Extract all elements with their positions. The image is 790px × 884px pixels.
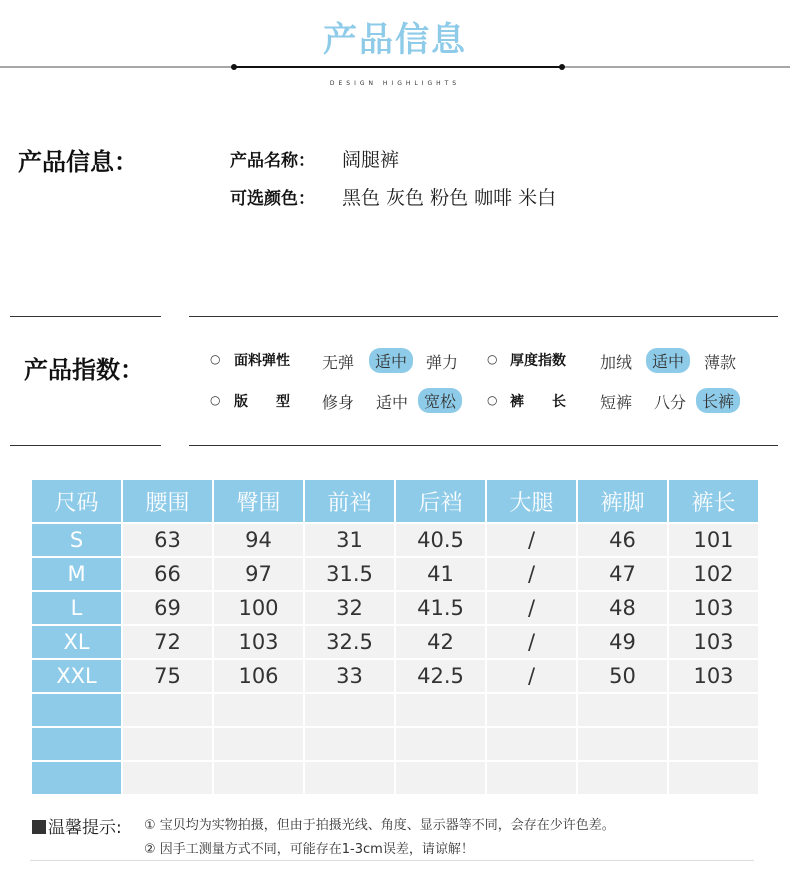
measurement-cell: /	[487, 524, 576, 556]
measurement-cell	[669, 762, 758, 794]
measurement-cell: 42.5	[396, 660, 485, 692]
accent-dot-left	[231, 64, 237, 70]
page-title: 产品信息	[323, 20, 467, 60]
measurement-cell	[214, 728, 303, 760]
measurement-cell	[578, 728, 667, 760]
index-name-length: 裤 长	[510, 394, 566, 410]
tips-label-text: 温馨提示:	[48, 818, 122, 838]
measurement-cell	[123, 728, 212, 760]
size-cell	[32, 762, 121, 794]
table-row	[32, 524, 758, 556]
measurement-cell	[578, 762, 667, 794]
product-name-label: 产品名称：	[230, 151, 315, 171]
index-section-label: 产品指数：	[24, 356, 144, 384]
measurement-cell	[214, 694, 303, 726]
measurement-cell	[305, 728, 394, 760]
measurement-cell	[487, 694, 576, 726]
measurement-cell: 63	[123, 524, 212, 556]
product-name-value: 阔腿裤	[342, 149, 400, 171]
measurement-cell: 102	[669, 558, 758, 590]
size-cell: L	[32, 592, 121, 624]
size-cell	[32, 694, 121, 726]
measurement-cell: 41	[396, 558, 485, 590]
option-loose-selected: 宽松	[418, 388, 462, 413]
header-thigh: 大腿	[487, 480, 576, 522]
size-cell	[32, 728, 121, 760]
bullet-icon: ○	[210, 393, 221, 407]
measurement-cell	[123, 762, 212, 794]
measurement-cell: 72	[123, 626, 212, 658]
header-waist: 腰围	[123, 480, 212, 522]
table-row	[32, 694, 758, 726]
index-name-fabric-elasticity: 面料弹性	[234, 353, 290, 369]
measurement-cell: 47	[578, 558, 667, 590]
measurement-cell: 75	[123, 660, 212, 692]
table-row	[32, 592, 758, 624]
table-row	[32, 728, 758, 760]
measurement-cell: 32.5	[305, 626, 394, 658]
table-row	[32, 660, 758, 692]
measurement-cell: /	[487, 558, 576, 590]
measurement-cell: /	[487, 626, 576, 658]
measurement-cell: 94	[214, 524, 303, 556]
measurement-cell	[669, 728, 758, 760]
measurement-cell: 103	[669, 626, 758, 658]
measurement-cell: 106	[214, 660, 303, 692]
bullet-icon: ○	[487, 352, 498, 366]
measurement-cell	[214, 762, 303, 794]
measurement-cell: /	[487, 592, 576, 624]
measurement-cell	[396, 762, 485, 794]
measurement-cell: 31	[305, 524, 394, 556]
index-name-thickness: 厚度指数	[510, 353, 566, 369]
option-full-length-selected: 长裤	[696, 388, 740, 413]
header-front-rise: 前裆	[305, 480, 394, 522]
option-no-stretch: 无弹	[322, 353, 355, 372]
measurement-cell: 69	[123, 592, 212, 624]
info-section-label: 产品信息：	[18, 148, 138, 176]
measurement-cell	[669, 694, 758, 726]
square-icon	[32, 820, 46, 834]
tip-line-2: ② 因手工测量方式不同，可能存在1-3cm误差，请谅解！	[144, 842, 474, 857]
measurement-cell: 46	[578, 524, 667, 556]
measurement-cell: 97	[214, 558, 303, 590]
measurement-cell: 103	[669, 592, 758, 624]
bottom-divider	[30, 860, 754, 861]
header-size: 尺码	[32, 480, 121, 522]
measurement-cell: 41.5	[396, 592, 485, 624]
measurement-cell	[396, 694, 485, 726]
option-medium-thickness-selected: 适中	[646, 348, 690, 373]
measurement-cell: 66	[123, 558, 212, 590]
measurement-cell	[305, 694, 394, 726]
tip-line-1: ① 宝贝均为实物拍摄，但由于拍摄光线、角度、显示器等不同，会存在少许色差。	[144, 818, 615, 833]
option-slim: 修身	[322, 393, 355, 412]
table-row	[32, 558, 758, 590]
measurement-cell	[487, 762, 576, 794]
tips-label	[32, 813, 122, 838]
measurement-cell: 50	[578, 660, 667, 692]
measurement-cell	[487, 728, 576, 760]
measurement-cell: 103	[214, 626, 303, 658]
measurement-cell: 100	[214, 592, 303, 624]
header-length: 裤长	[669, 480, 758, 522]
measurement-cell: 101	[669, 524, 758, 556]
bullet-icon: ○	[210, 352, 221, 366]
measurement-cell: 31.5	[305, 558, 394, 590]
header-subtitle: DESIGN HIGHLIGHTS	[329, 80, 461, 87]
option-fleece: 加绒	[600, 353, 633, 372]
option-medium-stretch-selected: 适中	[369, 348, 413, 373]
option-regular-fit: 适中	[376, 393, 409, 412]
measurement-cell: 42	[396, 626, 485, 658]
measurement-cell: 33	[305, 660, 394, 692]
divider-right-bottom	[189, 445, 778, 446]
option-stretch: 弹力	[426, 353, 459, 372]
measurement-cell: /	[487, 660, 576, 692]
size-cell: S	[32, 524, 121, 556]
size-cell: M	[32, 558, 121, 590]
option-thin: 薄款	[704, 353, 737, 372]
header-back-rise: 后裆	[396, 480, 485, 522]
index-name-fit: 版 型	[234, 394, 290, 410]
size-table	[30, 478, 760, 796]
accent-dot-right	[559, 64, 565, 70]
header-hip: 臀围	[214, 480, 303, 522]
divider-right-top	[189, 316, 778, 317]
option-shorts: 短裤	[600, 393, 633, 412]
measurement-cell: 103	[669, 660, 758, 692]
divider-left-bottom	[10, 445, 161, 446]
color-label: 可选颜色：	[230, 189, 315, 209]
divider-left-top	[10, 316, 161, 317]
measurement-cell	[396, 728, 485, 760]
size-cell: XXL	[32, 660, 121, 692]
measurement-cell	[123, 694, 212, 726]
measurement-cell	[578, 694, 667, 726]
header-accent-line	[234, 66, 562, 68]
table-row	[32, 762, 758, 794]
table-row	[32, 626, 758, 658]
measurement-cell: 32	[305, 592, 394, 624]
header-hem: 裤脚	[578, 480, 667, 522]
color-value: 黑色 灰色 粉色 咖啡 米白	[342, 187, 557, 209]
measurement-cell: 49	[578, 626, 667, 658]
table-header-row	[32, 480, 758, 522]
bullet-icon: ○	[487, 393, 498, 407]
measurement-cell: 40.5	[396, 524, 485, 556]
measurement-cell: 48	[578, 592, 667, 624]
measurement-cell	[305, 762, 394, 794]
option-cropped: 八分	[654, 393, 687, 412]
size-cell: XL	[32, 626, 121, 658]
